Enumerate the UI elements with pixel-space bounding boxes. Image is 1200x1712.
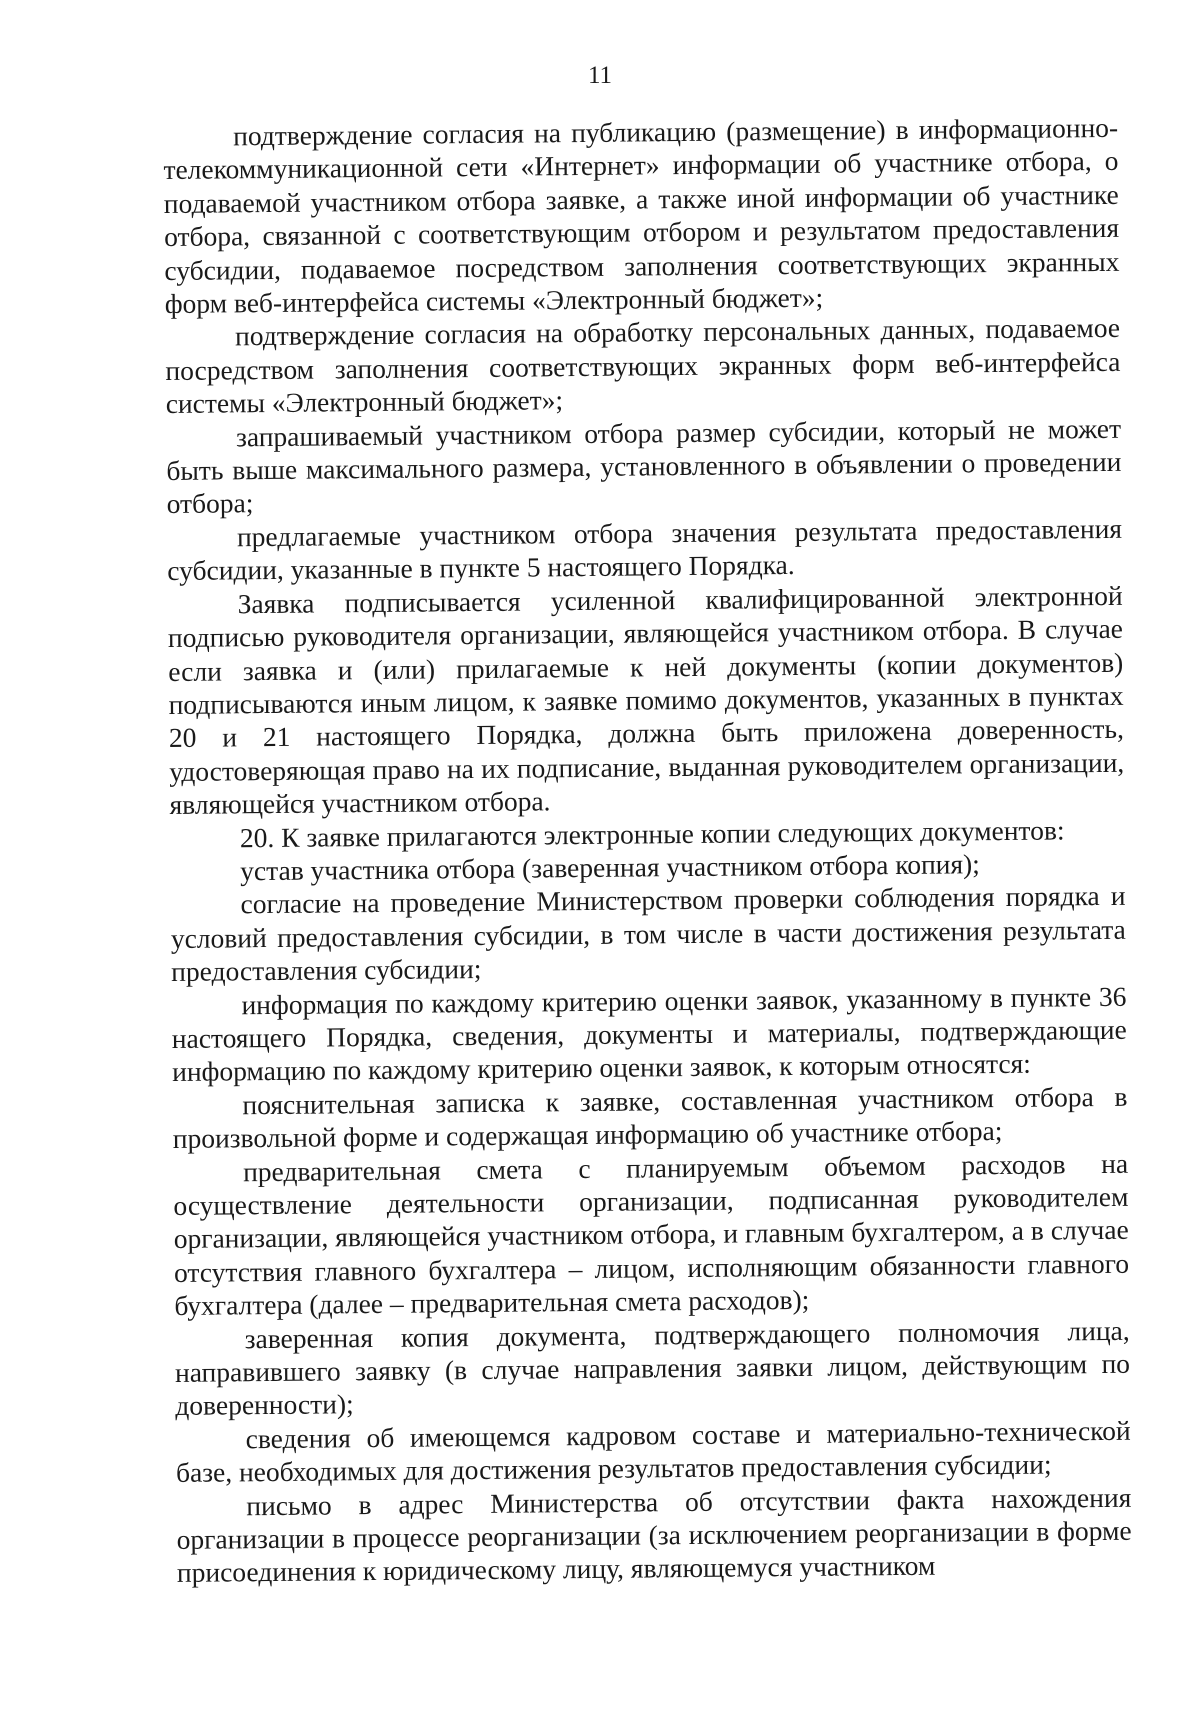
document-body — [163, 111, 1132, 1590]
paragraph: Заявка подписывается усиленной квалифицированной электронной подписью руководителя организации, являющейся участником отбора. В случае если заявка и (или) прилагаемые к ней документы (копии документов) подписываются иным лицом, к заявке помимо документов, указанных в пунктах 20 и 21 настоящего Порядка, должна быть приложена доверенность, удостоверяющая право на их подписание, выданная руководителем организации, являющейся участником отбора. — [167, 579, 1125, 821]
paragraph: письмо в адрес Министерства об отсутствии факта нахождения организации в процессе реорганизации (за исключением реорганизации в форме присоединения к юридическому лицу, являющемуся участником — [176, 1481, 1132, 1589]
paragraph: предварительная смета с планируемым объемом расходов на осуществление деятельности организации, подписанная руководителем организации, являющейся участником отбора, и главным бухгалтером, а в случае отсутствия главного бухгалтера – лицом, исполняющим обязанности главного бухгалтера (далее – предварительная смета расходов); — [173, 1147, 1130, 1322]
paragraph: заверенная копия документа, подтверждающего полномочия лица, направившего заявку (в случае направления заявки лицом, действующим по доверенности); — [174, 1314, 1131, 1422]
paragraph: подтверждение согласия на обработку персональных данных, подаваемое посредством заполнения соответствующих экранных форм веб-интерфейса системы «Электронный бюджет»; — [165, 312, 1121, 420]
paragraph: запрашиваемый участником отбора размер субсидии, который не может быть выше максимального размера, установленного в объявлении о проведении отбора; — [166, 412, 1122, 520]
paragraph: пояснительная записка к заявке, составленная участником отбора в произвольной форме и содержащая информацию об участнике отбора; — [172, 1080, 1128, 1155]
paragraph: предлагаемые участником отбора значения результата предоставления субсидии, указанные в пункте 5 настоящего Порядка. — [167, 512, 1123, 587]
paragraph: сведения об имеющемся кадровом составе и материально-технической базе, необходимых для достижения результатов предоставления субсидии; — [175, 1414, 1131, 1489]
paragraph: подтверждение согласия на публикацию (размещение) в информационно-телекоммуникационной сети «Интернет» информации об участнике отбора, о подаваемой участником отбора заявке, а также иной информации об участнике отбора, связанной с соответствующим отбором и результатом предоставления субсидии, подаваемое посредством заполнения соответствующих экранных форм веб-интерфейса системы «Электронный бюджет»; — [163, 111, 1120, 320]
paragraph: информация по каждому критерию оценки заявок, указанному в пункте 36 настоящего Порядка, сведения, документы и материалы, подтверждающие информацию по каждому критерию оценки заявок, к которым относятся: — [171, 980, 1127, 1088]
paragraph: 20. К заявке прилагаются электронные копии следующих документов: — [239, 813, 1065, 853]
paragraph: устав участника отбора (заверенная участником отбора копия); — [240, 848, 981, 887]
page-number: 11 — [587, 62, 613, 89]
paragraph: согласие на проведение Министерством проверки соблюдения порядка и условий предоставления субсидии, в том числе в части достижения результата предоставления субсидии; — [170, 880, 1126, 988]
